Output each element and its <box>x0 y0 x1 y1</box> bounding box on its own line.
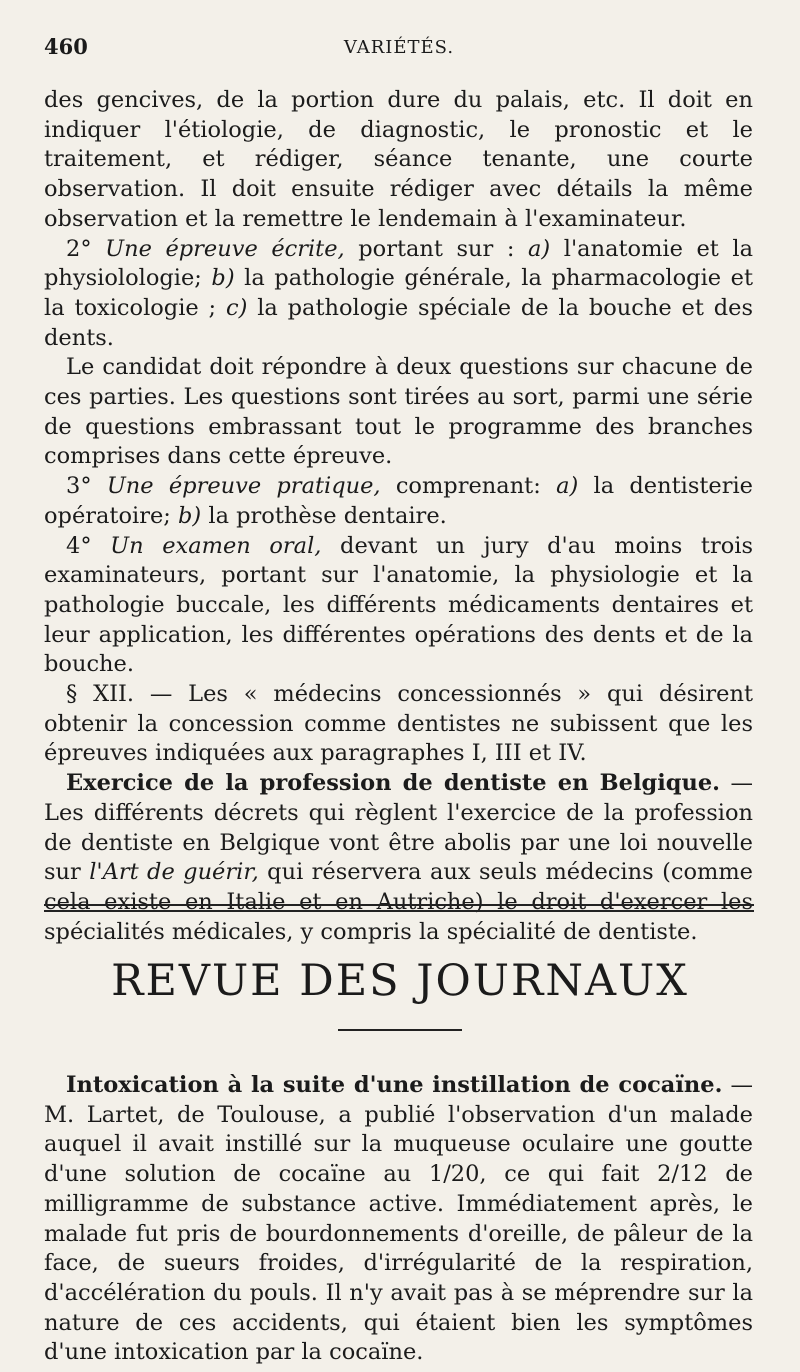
paragraph-5 <box>44 532 753 681</box>
bold-heading: Exercice de la profession de dentiste en Belgique. <box>66 770 721 797</box>
double-rule-top <box>44 904 754 906</box>
section-title: REVUE DES JOURNAUX <box>111 956 689 1006</box>
text-run: la pathologie spéciale de la bouche et des dents. <box>44 294 753 351</box>
journal-article <box>44 1071 753 1368</box>
text-run: la prothèse dentaire. <box>201 502 447 529</box>
italic-run: l'Art de guérir, <box>89 859 259 886</box>
italic-run: Un examen oral, <box>110 532 322 559</box>
text-run: portant sur : <box>344 235 529 262</box>
paragraph-3 <box>44 353 753 472</box>
running-head: VARIÉTÉS. <box>343 37 455 58</box>
short-rule <box>338 1029 462 1031</box>
text-run: 2° <box>66 235 106 262</box>
paragraph-7 <box>44 769 753 947</box>
page-number: 460 <box>44 34 88 59</box>
page-header <box>44 34 754 68</box>
double-rule-bottom <box>44 910 754 912</box>
text-run: l'anatomie et la physiolologie; <box>44 235 753 292</box>
paragraph-4 <box>44 472 753 531</box>
text-run: 3° <box>66 473 107 500</box>
italic-run: Une épreuve écrite, <box>105 235 345 262</box>
article-heading: Intoxication à la suite d'une instillation de cocaïne. <box>66 1072 723 1098</box>
text-run: la pathologie générale, la pharmacologie et la toxicologie ; <box>44 265 753 321</box>
text-run: devant un jury d'au moins trois examinateurs, portant sur l'anatomie, la physiologie et la pathologie buccale, les différents médicaments dentaires et leur application, les différentes opérations des dents et de la bouche. <box>44 532 754 678</box>
paragraph-1 <box>44 86 753 235</box>
text-run: Le candidat doit répondre à deux questions sur chacune de ces parties. Les questions sont tirées au sort, parmi une série de questions embrassant tout le programme des branches comprises dans cette épreuve. <box>44 354 753 470</box>
article-body: — M. Lartet, de Toulouse, a publié l'observation d'un malade auquel il avait instillé sur la muqueuse oculaire une goutte d'une solution de cocaïne au 1/20, ce qui fait 2/12 de milligramme de substance active. Immédiatement après, le malade fut pris de bourdonnements d'oreille, de pâleur de la face, de sueurs froides, d'irrégularité de la respiration, d'accélération du pouls. Il n'y avait pas à se méprendre sur la nature de ces accidents, qui étaient bien les symptômes d'une intoxication par la cocaïne. <box>44 1072 754 1366</box>
text-run: comprenant: <box>380 473 557 500</box>
article-paragraph <box>44 1071 753 1368</box>
italic-run: a) <box>528 235 551 262</box>
variety-text <box>44 86 753 947</box>
italic-run: a) <box>556 473 579 500</box>
text-run: 4° <box>66 532 111 559</box>
text-run: § XII. — Les « médecins concessionnés » qui désirent obtenir la concession comme dentistes ne subissent que les épreuves indiquées aux paragraphes I, III et IV. <box>44 681 753 767</box>
text-run: la dentisterie opératoire; <box>44 473 753 529</box>
italic-run: b) <box>178 502 202 529</box>
italic-run: b) <box>211 265 235 292</box>
paragraph-6 <box>44 680 753 769</box>
paragraph-2 <box>44 235 753 354</box>
text-run: — Les différents décrets qui règlent l'exercice de la profession de dentiste en Belgique vont être abolis par une loi nouvelle sur <box>44 770 753 886</box>
text-run: qui réservera aux seuls médecins (comme cela existe en Italie et en Autriche) le droit d'exercer les spécialités médicales, y compris la spécialité de dentiste. <box>44 859 753 945</box>
text-run: des gencives, de la portion dure du palais, etc. Il doit en indiquer l'étiologie, de diagnostic, le pronostic et le traitement, et rédiger, séance tenante, une courte observation. Il doit ensuite rédiger avec détails la même observation et la remettre le lendemain à l'examinateur. <box>44 87 753 232</box>
italic-run: Une épreuve pratique, <box>106 473 381 500</box>
italic-run: c) <box>225 294 248 321</box>
